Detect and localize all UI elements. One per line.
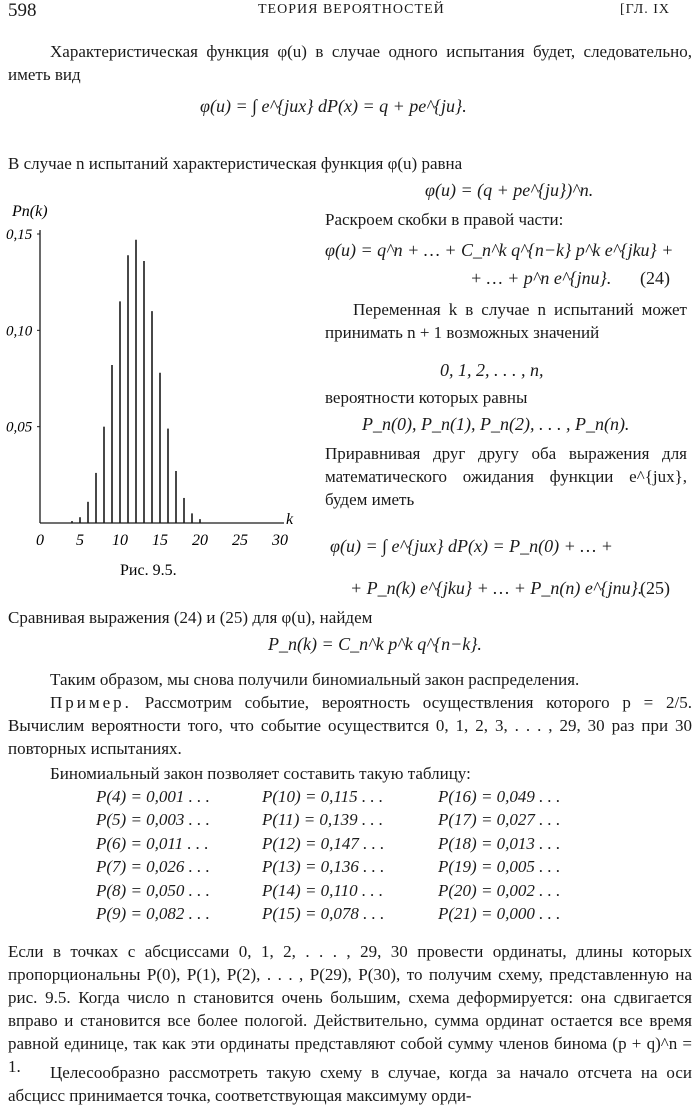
x-tick-labels (36, 532, 288, 549)
table-row (96, 834, 616, 857)
table-cell: P(7) = 0,026 . . . (96, 857, 210, 877)
bars (72, 240, 200, 523)
formula-3b: + … + p^n e^{jnu}. (470, 268, 612, 288)
paragraph-5: вероятности которых равны (325, 388, 528, 407)
table-cell: P(18) = 0,013 . . . (438, 833, 561, 853)
table-cell: P(13) = 0,136 . . . (262, 857, 385, 877)
table-row (96, 857, 616, 880)
paragraph-1: Характеристическая функция φ(u) в случае одного испытания будет, следовательно, иметь вид (8, 42, 692, 84)
formula-1: φ(u) = ∫ e^{jux} dP(x) = q + pe^{ju}. (200, 96, 467, 116)
table-cell: P(20) = 0,002 . . . (438, 880, 561, 900)
page-number: 598 (8, 0, 37, 21)
table-row (96, 810, 616, 833)
table-cell: P(17) = 0,027 . . . (438, 810, 561, 830)
paragraph-10: Биномиальный закон позволяет составить такую таблицу: (50, 764, 471, 783)
y-tick-label: 0,05 (6, 419, 33, 436)
x-axis-label: k (286, 511, 294, 528)
example-label: Пример. (50, 693, 132, 712)
y-axis-label: Pn(k) (12, 203, 48, 220)
table-row (96, 881, 616, 904)
x-tick-label: 10 (112, 532, 128, 549)
table-cell: P(11) = 0,139 . . . (262, 810, 384, 830)
equation-number-25: (25) (640, 578, 670, 598)
table-cell: P(21) = 0,000 . . . (438, 903, 561, 923)
table-cell: P(14) = 0,110 . . . (262, 880, 384, 900)
table-cell: P(16) = 0,049 . . . (438, 787, 561, 806)
table-row (96, 904, 616, 927)
chapter-label: [ГЛ. IX (620, 2, 670, 17)
formula-4: 0, 1, 2, . . . , n, (440, 360, 544, 380)
table-cell: P(9) = 0,082 . . . (96, 903, 210, 923)
paragraph-3: Раскроем скобки в правой части: (325, 210, 564, 229)
x-tick-label: 5 (76, 532, 84, 549)
paragraph-6: Приравнивая друг другу оба выражения для математического ожидания функции e^{jux}, будем иметь (325, 444, 687, 509)
running-title: ТЕОРИЯ ВЕРОЯТНОСТЕЙ (258, 2, 445, 17)
y-tick-labels (6, 227, 40, 436)
paragraph-2: В случае n испытаний характеристическая функция φ(u) равна (8, 154, 463, 173)
table-cell: P(15) = 0,078 . . . (262, 903, 385, 923)
table-cell: P(19) = 0,005 . . . (438, 857, 561, 877)
figure-caption: Рис. 9.5. (120, 562, 177, 579)
table-cell: P(5) = 0,003 . . . (96, 810, 210, 830)
paragraph-4: Переменная k в случае n испытаний может принимать n + 1 возможных значений (325, 300, 687, 342)
paragraph-7: Сравнивая выражения (24) и (25) для φ(u), найдем (8, 608, 373, 627)
paragraph-8: Таким образом, мы снова получили биномиальный закон распределения. (50, 670, 580, 689)
formula-6b: + P_n(k) e^{jku} + … + P_n(n) e^{jnu}. (350, 578, 643, 598)
paragraph-11: Если в точках с абсциссами 0, 1, 2, . . . , 29, 30 провести ординаты, длины которых пропорциональны P(0), P(1), P(2), . . . , P(29), P(30), то получим схему, представленную на рис. 9.5. Когда число n становится очень большим, схема деформируется: она сдвигается вправо и становится все более пологой. Действительно, сумма ординат остается все время равной единице, так как эти ординаты представляют собой сумму членов бинома (p + q)^n = 1. (8, 942, 692, 1076)
page-header (0, 0, 700, 24)
figure-9-5 (0, 190, 320, 590)
table-cell: P(6) = 0,011 . . . (96, 833, 209, 853)
paragraph-12: Целесообразно рассмотреть такую схему в случае, когда за начало отсчета на оси абсцисс принимается точка, соответствующая максимуму орди- (8, 1063, 692, 1105)
formula-2: φ(u) = (q + pe^{ju})^n. (425, 180, 594, 200)
formula-7: P_n(k) = C_n^k p^k q^{n−k}. (268, 634, 482, 654)
x-tick-label: 0 (36, 532, 44, 549)
formula-5: P_n(0), P_n(1), P_n(2), . . . , P_n(n). (362, 414, 630, 434)
paragraph-9 (8, 691, 692, 760)
probability-table (96, 787, 616, 927)
formula-3a: φ(u) = q^n + … + C_n^k q^{n−k} p^k e^{jku} + (325, 240, 674, 260)
table-cell: P(12) = 0,147 . . . (262, 833, 385, 853)
table-row (96, 787, 616, 810)
x-tick-label: 20 (192, 532, 208, 549)
table-cell: P(10) = 0,115 . . . (262, 787, 384, 806)
formula-6a: φ(u) = ∫ e^{jux} dP(x) = P_n(0) + … + (330, 536, 613, 556)
table-cell: P(8) = 0,050 . . . (96, 880, 210, 900)
x-tick-label: 30 (272, 532, 288, 549)
x-tick-label: 15 (152, 532, 168, 549)
x-tick-label: 25 (232, 532, 248, 549)
y-tick-label: 0,15 (6, 227, 33, 243)
table-cell: P(4) = 0,001 . . . (96, 787, 210, 806)
example-text: Рассмотрим событие, вероятность осуществления которого p = 2/5. Вычислим вероятности того, что событие осуществится 0, 1, 2, 3, . . . , 29, 30 раз при 30 повторных испытаниях. (8, 693, 692, 758)
equation-number-24: (24) (640, 268, 670, 288)
y-tick-label: 0,10 (6, 323, 33, 340)
